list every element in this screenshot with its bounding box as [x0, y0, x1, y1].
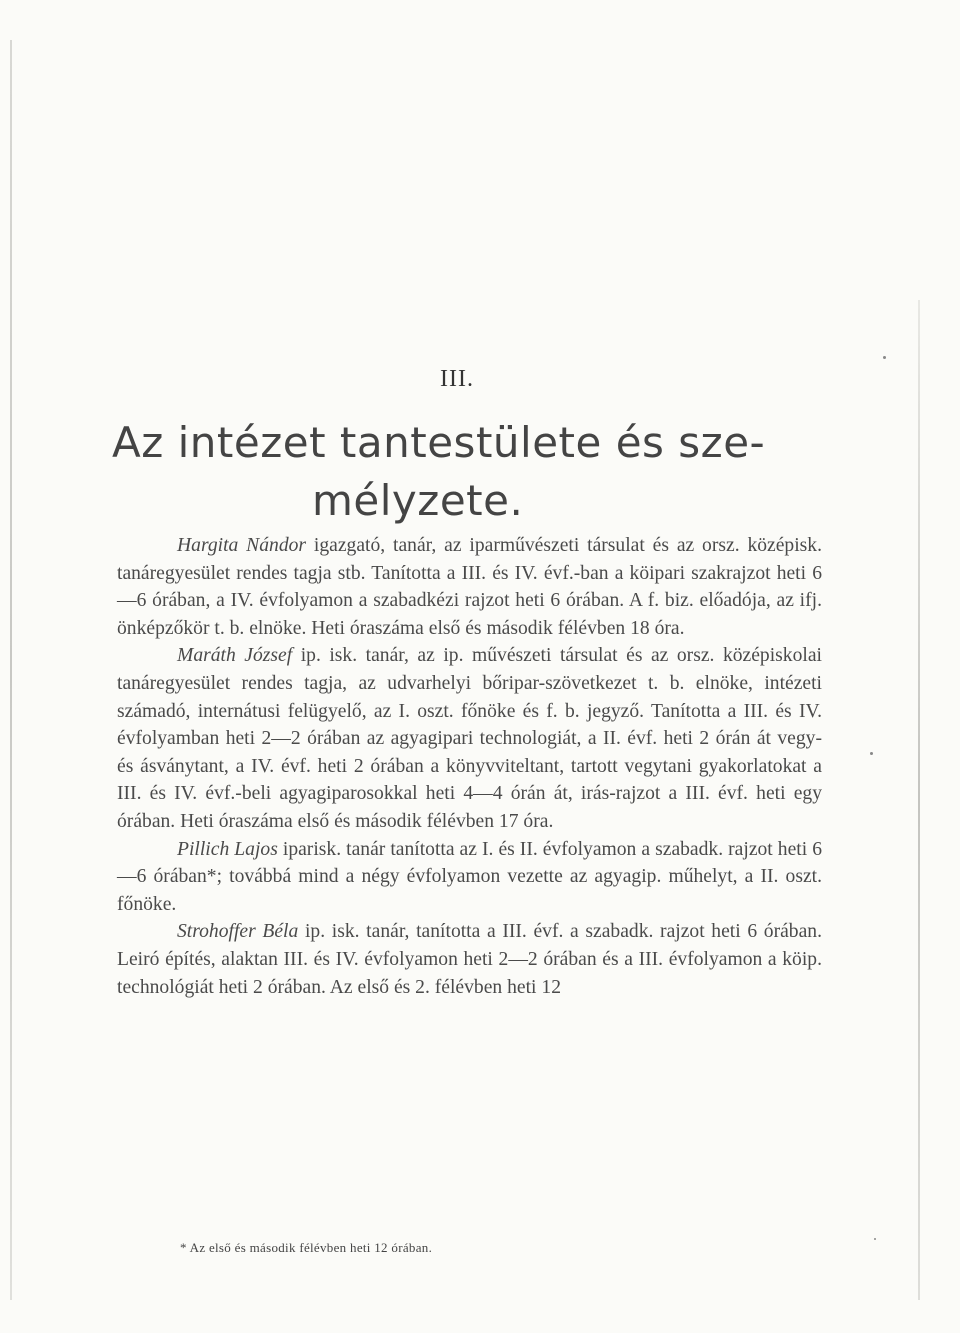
- footnote: * Az első és második félévben heti 12 órában.: [180, 1240, 433, 1255]
- paragraph-text: igazgató, tanár, az iparművészeti társulat és az orsz. középisk. tanáregyesület rendes tagja stb. Tanította a III. és IV. évf.-ban a köipari szakrajzot heti 6—6 órában, a IV. évfolyamon a szabadkézi rajzot heti 6 órában. A f. biz. előadója, az ifj. önképzőkör t. b. elnöke. Heti óraszáma első és második félévben 18 óra.: [117, 535, 822, 639]
- scan-speck: [870, 752, 873, 755]
- paragraph-strohoffer: [117, 918, 822, 1001]
- person-name: Strohoffer Béla: [177, 921, 299, 943]
- scan-speck: [883, 356, 886, 359]
- body-text: [117, 532, 822, 1001]
- scan-speck: [874, 1238, 876, 1240]
- person-name: Maráth József: [177, 645, 293, 667]
- paragraph-text: iparisk. tanár tanította az I. és II. évfolyamon a szabadk. rajzot heti 6—6 órában*; továbbá mind a négy évfolyamon vezette az agyagip. műhelyt, a II. oszt. főnöke.: [117, 838, 822, 915]
- person-name: Hargita Nándor: [177, 535, 307, 556]
- paragraph-hargita: [117, 532, 822, 642]
- paragraph-text: ip. isk. tanár, tanította a III. évf. a szabadk. rajzot heti 6 órában. Leiró építés, alaktan III. és IV. évfolyamon heti 2—2 órában és a III. évfolyamon a köip. technológiát heti 2 órában. Az első és 2. félévben heti 12: [117, 921, 823, 998]
- paragraph-text: ip. isk. tanár, az ip. művészeti társulat és az orsz. középiskolai tanáregyesület rendes tagja, az udvarhelyi bőripar-szövetkezet t. b. elnöke, intézeti számadó, internátusi felügyelő, az I. oszt. főnöke és f. b. jegyző. Tanította a III. és IV. évfolyamban heti 2—2 órában az agyagipari technologiát, a II. évf. heti 2 órán át vegy- és ásványtant, a IV. évf. heti 2 órában a könyvviteltant, tartott vegytani gyakorlatokat a III. és IV. évf.-beli agyagiparosokkal heti 4—4 órán át, irás-rajzot a III. évf. heti egy órában. Heti óraszáma első és második félévben 17 óra.: [117, 645, 822, 832]
- paragraph-pillich: [117, 836, 822, 919]
- page-edge-right: [918, 300, 920, 1300]
- page-edge-left: [10, 40, 12, 1300]
- chapter-title: [112, 414, 832, 530]
- section-number: III.: [440, 366, 474, 392]
- paragraph-marath: [117, 642, 822, 835]
- person-name: Pillich Lajos: [177, 838, 278, 860]
- chapter-title-line2: mélyzete.: [312, 476, 524, 525]
- chapter-title-line1: Az intézet tantestülete és sze-: [112, 418, 766, 467]
